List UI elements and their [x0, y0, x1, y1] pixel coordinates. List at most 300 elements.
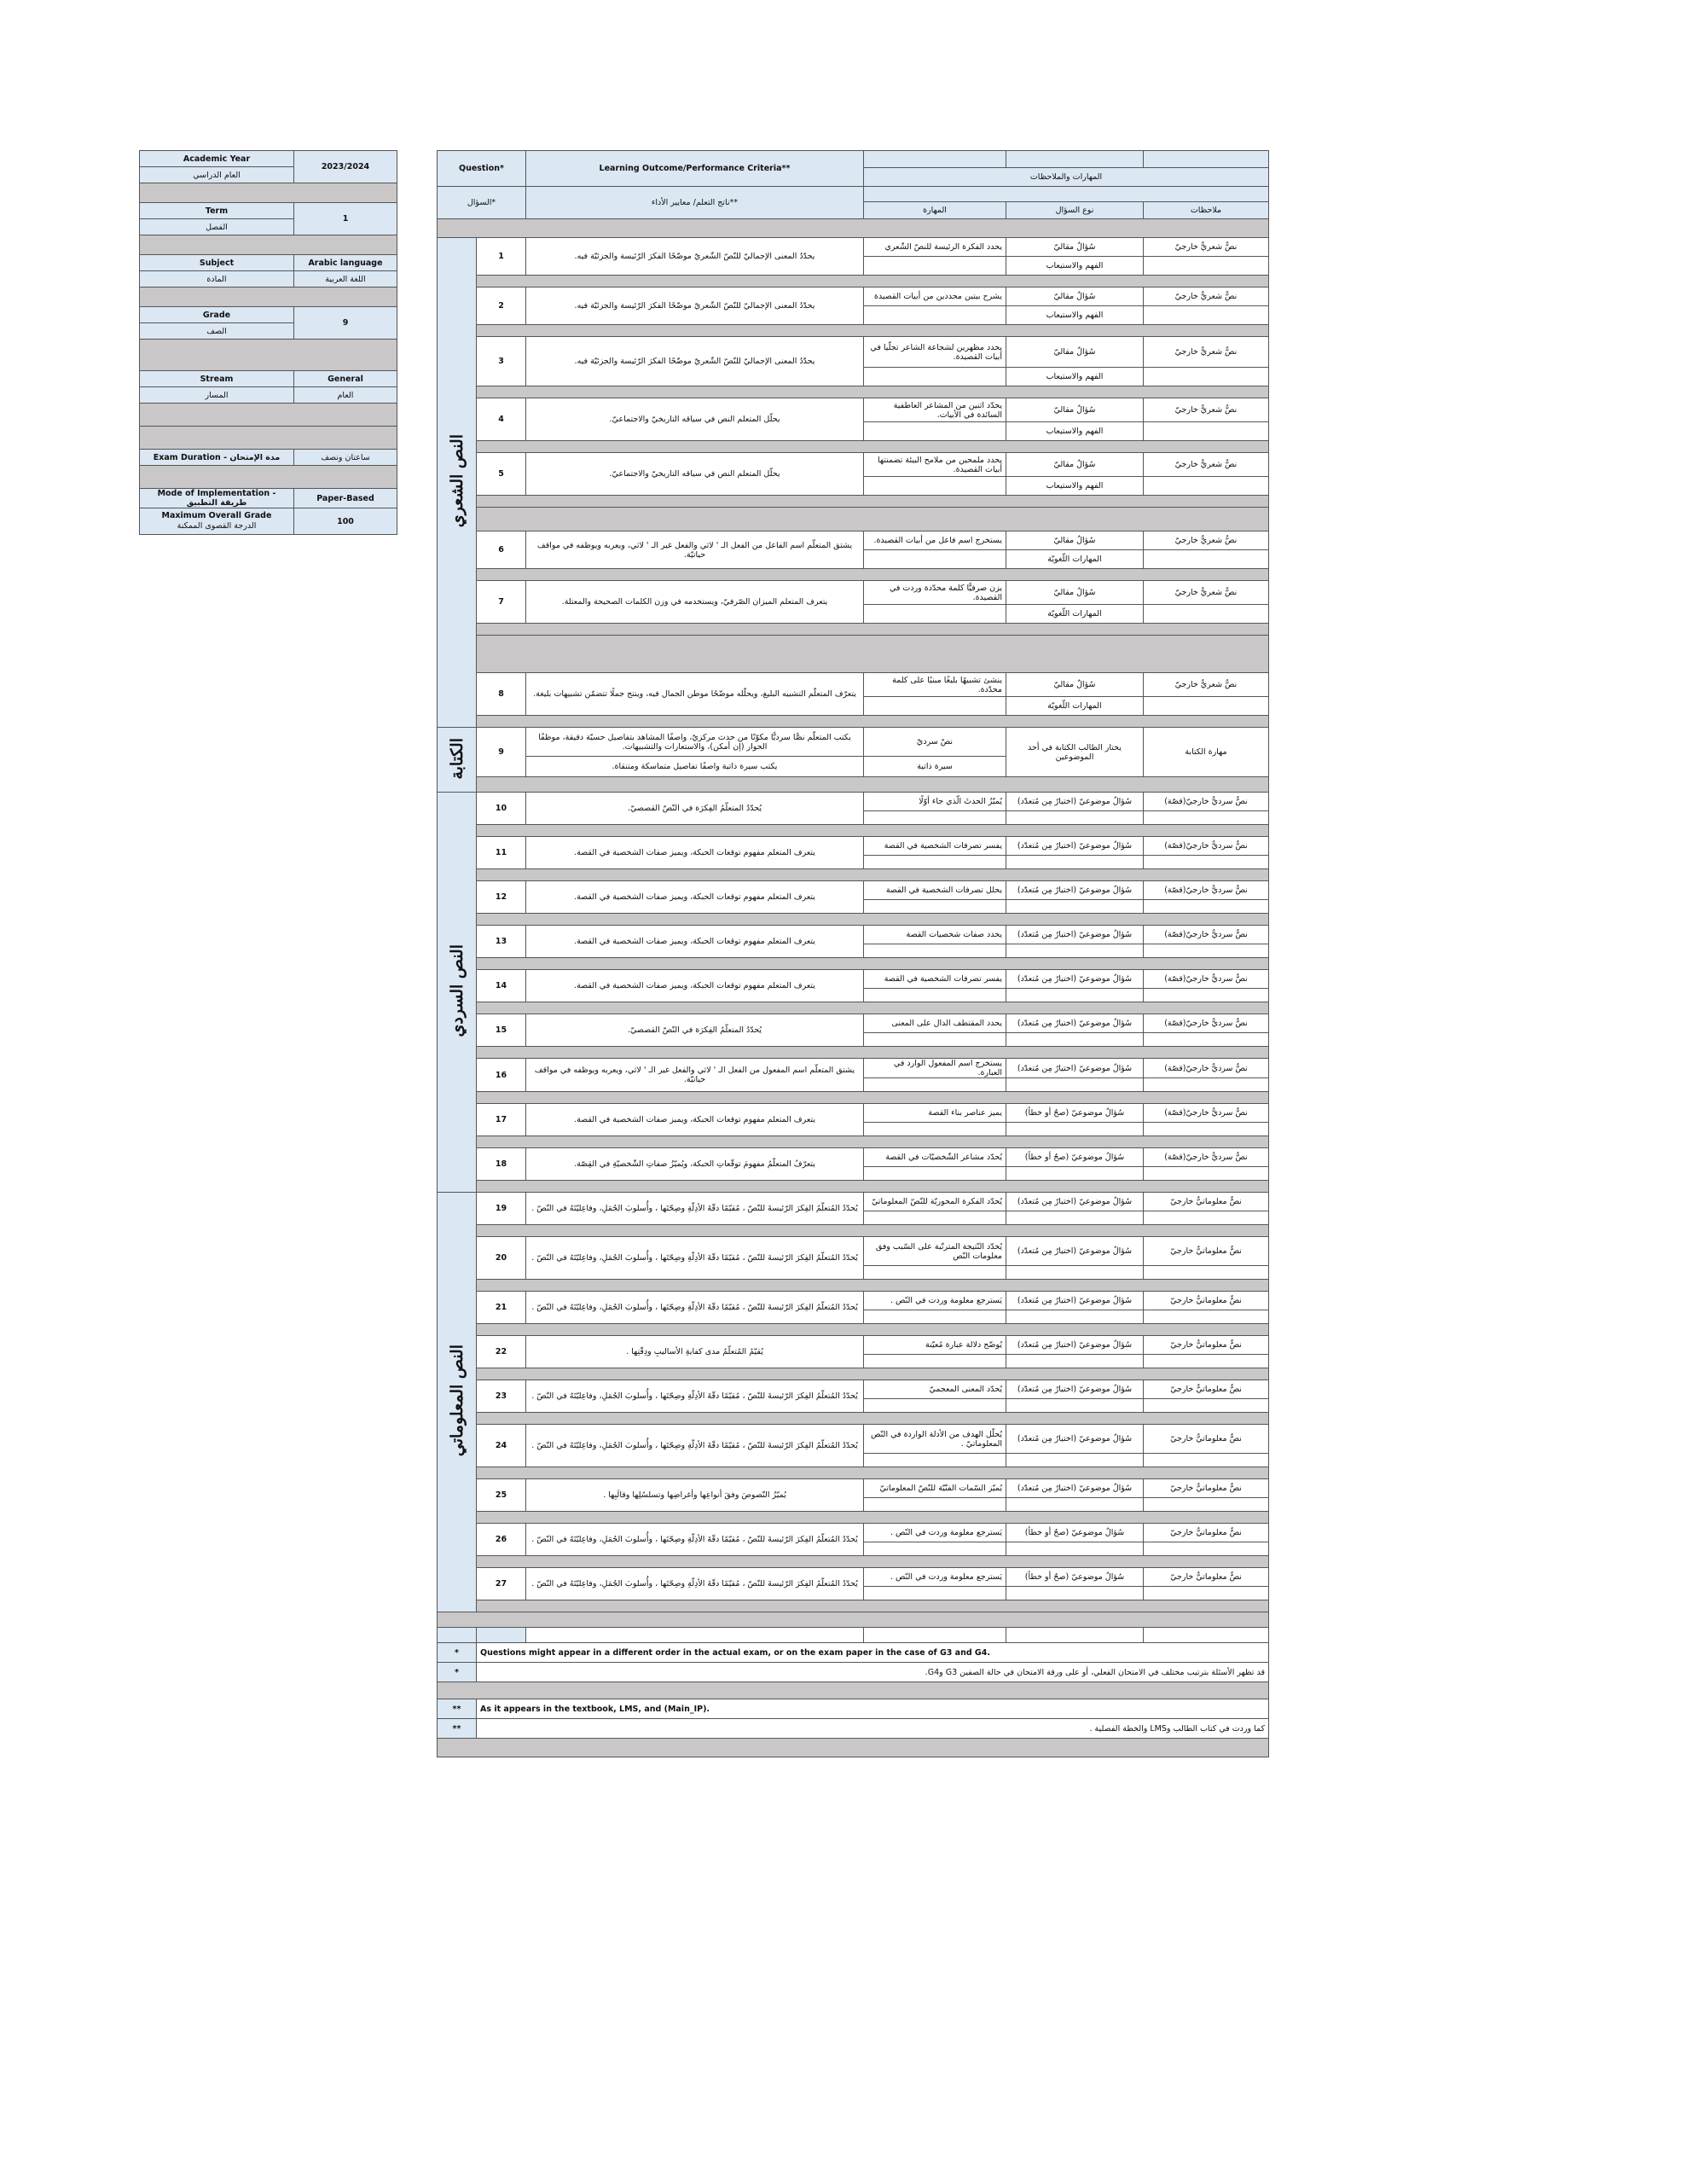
question-type-cell	[1006, 856, 1144, 869]
question-type-cell: الفهم والاستيعاب	[1006, 368, 1144, 386]
term-label-ar: الفصل	[140, 219, 294, 235]
skill-cell: يحدّد اثنين من المشاعر العاطفية السائدة في الأبيات.	[864, 398, 1006, 422]
section-title-cell	[438, 793, 477, 1193]
question-type-cell: سُؤالٌ مقاليّ	[1006, 288, 1144, 306]
question-type-cell	[1006, 1498, 1144, 1512]
learning-outcome: يتعرّف المتعلّم التشبيه البليغ، ويحلّله موضّحًا موطن الجمال فيه، وينتج جملًا تتضمّن تشبيهات بليغة.	[526, 673, 864, 716]
question-number: 7	[477, 581, 526, 624]
learning-outcome: يتعرف المتعلم مفهوم توقعات الحبكة، ويميز صفات الشخصية في القصة.	[526, 1104, 864, 1136]
divider	[140, 288, 397, 307]
notes-cell: نصٌّ سرديٌّ خارجيّ(قصّة)	[1144, 970, 1269, 989]
notes-cell: نصٌّ شعريٌّ خارجيّ	[1144, 288, 1269, 306]
skill-cell-blank	[864, 1355, 1006, 1368]
question-number: 18	[477, 1148, 526, 1181]
skill-cell-blank	[864, 811, 1006, 825]
question-type-cell: سُؤالٌ موضوعيّ (اختيارٌ مِن مُتعدّد)	[1006, 1380, 1144, 1399]
question-number: 11	[477, 837, 526, 869]
question-type-cell: سُؤالٌ موضوعيّ (صحٌ أو خطأ)	[1006, 1524, 1144, 1542]
skill-cell: ينشئ تشبيهًا بليغًا مبنيًا على كلمة محدّدة.	[864, 673, 1006, 697]
notes-cell-blank	[1144, 1587, 1269, 1600]
learning-outcome: يحلّل المتعلم النص في سياقه التاريخيّ والاجتماعيّ.	[526, 453, 864, 496]
learning-outcome: يُحدّدُ المُتعلّمُ الفِكرَ الرّئيسةَ للنّصّ ، مُقيّمًا دقّةَ الأدِلّةِ وصِحّتَها ، وأُسلوبَ الجُمَلِ، وفاعِليّتَهُ في النّصّ .	[526, 1292, 864, 1324]
academic-year-label-ar: العام الدراسي	[140, 167, 294, 183]
question-type-cell: سُؤالٌ موضوعيّ (اختيارٌ مِن مُتعدّد)	[1006, 1193, 1144, 1211]
exam-duration-label: Exam Duration - مدة الإمتحان	[140, 450, 294, 466]
question-type-cell	[1006, 1211, 1144, 1225]
question-type-cell	[1006, 1355, 1144, 1368]
learning-outcome: يُحدّدُ المتعلّمُ الفِكرَة في النّصّ القصصيّ.	[526, 793, 864, 825]
stream-value: General	[294, 371, 397, 387]
learning-outcome: يتعرف المتعلم الميزان الصّرفيّ، ويستخدمه في وزن الكلمات الصحيحة والمعتلة.	[526, 581, 864, 624]
skill-cell-blank	[864, 306, 1006, 325]
learning-outcome: يشتق المتعلّم اسم الفاعل من الفعل الـ ' لاثي والفعل غير الـ ' لاثي، ويعربه ويوظفه في مواقف حياتيّة.	[526, 531, 864, 569]
skill-cell-blank	[864, 1167, 1006, 1181]
question-type-cell: سُؤالٌ موضوعيّ (اختيارٌ مِن مُتعدّد)	[1006, 926, 1144, 944]
question-type-cell: سُؤالٌ موضوعيّ (اختيارٌ مِن مُتعدّد)	[1006, 1425, 1144, 1454]
learning-outcome: يُقيّمُ المُتعلّمُ مدى كفايةِ الأساليبِ ودِقّتِها .	[526, 1336, 864, 1368]
question-header: Question*	[438, 151, 526, 187]
divider	[477, 636, 1269, 673]
skill-cell: يُحدّد الفكرة المحوريّة للنّصّ المعلوماتيّ	[864, 1193, 1006, 1211]
notes-cell: نصٌّ معلوماتيٌّ خارجيّ	[1144, 1479, 1269, 1498]
divider	[477, 1324, 1269, 1336]
learning-outcome-header-ar: ناتج التعلم/ معايير الأداء**	[526, 187, 864, 219]
question-type-cell: يختار الطالب الكتابة في أحد الموضوعين	[1006, 728, 1144, 777]
notes-cell-blank	[1144, 257, 1269, 276]
question-number: 14	[477, 970, 526, 1002]
divider	[140, 404, 397, 427]
skill-cell-blank	[864, 422, 1006, 441]
divider	[477, 276, 1269, 288]
skill-cell-blank	[864, 1399, 1006, 1413]
question-number: 15	[477, 1014, 526, 1047]
notes-cell-blank	[1144, 1078, 1269, 1092]
notes-cell-blank	[1144, 1266, 1269, 1280]
skill-cell-blank	[864, 1310, 1006, 1324]
notes-cell-blank	[1144, 697, 1269, 716]
skill-cell: يَسترجع معلومة وردت في النّص .	[864, 1524, 1006, 1542]
learning-outcome: يحدّدُ المعنى الإجماليّ للنّصّ الشّعريّ موضّحًا الفكرَ الرّئيسة والجزئيّة فيه.	[526, 288, 864, 325]
grade-value: 9	[294, 307, 397, 340]
question-type-cell: المهارات اللّغويّة	[1006, 605, 1144, 624]
notes-cell-blank	[1144, 1167, 1269, 1181]
academic-year-value: 2023/2024	[294, 151, 397, 183]
notes-cell-blank	[1144, 422, 1269, 441]
divider	[140, 183, 397, 203]
notes-cell: نصٌّ سرديٌّ خارجيّ(قصّة)	[1144, 1148, 1269, 1167]
skill-cell: يحدد مظهرين لشجاعة الشاعر تجلّيا في أبيات القصيدة.	[864, 337, 1006, 368]
question-number: 13	[477, 926, 526, 958]
divider	[438, 1612, 1269, 1628]
question-number: 25	[477, 1479, 526, 1512]
question-type-cell: سُؤالٌ موضوعيّ (اختيارٌ مِن مُتعدّد)	[1006, 793, 1144, 811]
divider	[477, 386, 1269, 398]
notes-cell-blank	[1144, 944, 1269, 958]
skill-cell: يميز عناصر بناء القصة	[864, 1104, 1006, 1123]
question-type-cell: سُؤالٌ موضوعيّ (اختيارٌ مِن مُتعدّد)	[1006, 837, 1144, 856]
subject-label: Subject	[140, 255, 294, 271]
mode-label: Mode of Implementation - طريقة التطبيق	[140, 489, 294, 508]
question-type-cell	[1006, 1399, 1144, 1413]
skill-cell: يُوضّح دلالة عبارة مُعيّنة	[864, 1336, 1006, 1355]
skill-cell: يُميّزُ الحدثَ الّذي جاء أوّلًا	[864, 793, 1006, 811]
skills-notes-header: المهارات والملاحظات	[864, 168, 1269, 187]
notes-cell-blank	[1144, 1399, 1269, 1413]
question-type-cell	[1006, 1266, 1144, 1280]
question-number: 12	[477, 881, 526, 914]
learning-outcome: يكتب سيرة ذاتية واصفًا تفاصيل متماسكة ومتنقاة.	[526, 757, 864, 777]
skill-cell: يحلل تصرفات الشخصية في القصة	[864, 881, 1006, 900]
skill-cell: يفسر تصرفات الشخصية في القصة	[864, 837, 1006, 856]
skill-cell: يشرح بيتين محددين من أبيات القصيدة	[864, 288, 1006, 306]
exam-duration-value: ساعتان ونصف	[294, 450, 397, 466]
question-number: 22	[477, 1336, 526, 1368]
divider	[477, 496, 1269, 508]
blank-cell	[526, 1628, 864, 1643]
skill-cell: يحدد المقتطف الدال على المعنى	[864, 1014, 1006, 1033]
skill-cell: يستخرج اسم فاعل من أبيات القصيدة.	[864, 531, 1006, 550]
header-blank	[1144, 151, 1269, 168]
question-type-cell: الفهم والاستيعاب	[1006, 257, 1144, 276]
question-type-cell	[1006, 1123, 1144, 1136]
divider	[477, 624, 1269, 636]
notes-cell: نصٌّ معلوماتيٌّ خارجيّ	[1144, 1568, 1269, 1587]
divider	[438, 1739, 1269, 1757]
skill-cell-blank	[864, 1542, 1006, 1556]
skill-cell-blank	[864, 1078, 1006, 1092]
skill-cell-blank	[864, 605, 1006, 624]
question-number: 1	[477, 238, 526, 276]
divider	[477, 716, 1269, 728]
notes-cell: نصٌّ شعريٌّ خارجيّ	[1144, 337, 1269, 368]
notes-cell-blank	[1144, 811, 1269, 825]
question-type-cell: سُؤالٌ مقاليّ	[1006, 398, 1144, 422]
blank-cell	[438, 1628, 477, 1643]
skill-cell-blank	[864, 477, 1006, 496]
notes-cell: نصٌّ سرديٌّ خارجيّ(قصّة)	[1144, 793, 1269, 811]
question-type-cell: سُؤالٌ موضوعيّ (اختيارٌ مِن مُتعدّد)	[1006, 881, 1144, 900]
divider	[140, 466, 397, 489]
blank-cell	[1006, 1628, 1144, 1643]
stream-value-ar: العام	[294, 387, 397, 404]
question-type-cell	[1006, 900, 1144, 914]
subject-value-ar: اللغة العربية	[294, 271, 397, 288]
learning-outcome: يُحدّدُ المُتعلّمُ الفِكرَ الرّئيسةَ للنّصّ ، مُقيّمًا دقّةَ الأدِلّةِ وصِحّتَها ، وأُسلوبَ الجُمَلِ، وفاعِليّتَهُ في النّصّ .	[526, 1425, 864, 1467]
skill-header: المهارة	[864, 202, 1006, 219]
skill-cell-blank	[864, 856, 1006, 869]
learning-outcome: يشتق المتعلّم اسم المفعول من الفعل الـ ' لاثي والفعل غير الـ ' لاثي، ويعربه ويوظفه في مواقف حياتيّة.	[526, 1059, 864, 1092]
section-title-cell	[438, 1193, 477, 1612]
notes-cell-blank	[1144, 1542, 1269, 1556]
question-type-cell	[1006, 1454, 1144, 1467]
question-type-cell: سُؤالٌ موضوعيّ (اختيارٌ مِن مُتعدّد)	[1006, 1014, 1144, 1033]
skill-cell-blank	[864, 1123, 1006, 1136]
notes-cell: نصٌّ سرديٌّ خارجيّ(قصّة)	[1144, 881, 1269, 900]
skill-cell: يُميّز السّمات الفنّيّة للنّصّ المعلوماتيّ	[864, 1479, 1006, 1498]
skill-cell-blank	[864, 1454, 1006, 1467]
learning-outcome: يتعرّفُ المتعلّمُ مفهومَ توقّعاتِ الحبكة، ويُميّزُ صفاتِ الشّخصيّةِ في القِصّة.	[526, 1148, 864, 1181]
notes-cell-blank	[1144, 1123, 1269, 1136]
learning-outcome: يُحدّدُ المُتعلّمُ الفِكرَ الرّئيسةَ للنّصّ ، مُقيّمًا دقّةَ الأدِلّةِ وصِحّتَها ، وأُسلوبَ الجُمَلِ، وفاعِليّتَهُ في النّصّ .	[526, 1193, 864, 1225]
divider	[477, 1225, 1269, 1237]
notes-cell: نصٌّ معلوماتيٌّ خارجيّ	[1144, 1380, 1269, 1399]
notes-cell: نصٌّ شعريٌّ خارجيّ	[1144, 238, 1269, 257]
notes-cell: نصٌّ معلوماتيٌّ خارجيّ	[1144, 1524, 1269, 1542]
skill-cell: نصّ سرديّ	[864, 728, 1006, 757]
divider	[477, 508, 1269, 531]
mode-value: Paper-Based	[294, 489, 397, 508]
grade-label-ar: الصف	[140, 323, 294, 340]
divider	[477, 1181, 1269, 1193]
skill-cell-blank	[864, 697, 1006, 716]
question-type-cell: سُؤالٌ موضوعيّ (صحٌ أو خطأ)	[1006, 1104, 1144, 1123]
notes-cell-blank	[1144, 856, 1269, 869]
term-value: 1	[294, 203, 397, 235]
question-type-cell	[1006, 1587, 1144, 1600]
divider	[140, 427, 397, 450]
notes-cell-blank	[1144, 1454, 1269, 1467]
learning-outcome: يُحدّدُ المُتعلّمُ الفِكرَ الرّئيسةَ للنّصّ ، مُقيّمًا دقّةَ الأدِلّةِ وصِحّتَها ، وأُسلوبَ الجُمَلِ، وفاعِليّتَهُ في النّصّ .	[526, 1524, 864, 1556]
question-type-cell: سُؤالٌ مقاليّ	[1006, 581, 1144, 605]
skill-cell-blank	[864, 368, 1006, 386]
divider	[477, 1413, 1269, 1425]
question-number: 10	[477, 793, 526, 825]
notes-cell: نصٌّ سرديٌّ خارجيّ(قصّة)	[1144, 1059, 1269, 1078]
question-type-cell: سُؤالٌ مقاليّ	[1006, 453, 1144, 477]
learning-outcome: يكتب المتعلّم نصًّا سرديًّا مكوّنًا من حدث مركزيّ، واصفًا المشاهد بتفاصيل حسيّة دقيقة، موظفًا الحوار (إن أمكن)، والاستعارات والتشبيهات.	[526, 728, 864, 757]
divider	[438, 219, 1269, 238]
learning-outcome: يُحدّدُ المُتعلّمُ الفِكرَ الرّئيسةَ للنّصّ ، مُقيّمًا دقّةَ الأدِلّةِ وصِحّتَها ، وأُسلوبَ الجُمَلِ، وفاعِليّتَهُ في النّصّ .	[526, 1568, 864, 1600]
learning-outcome: يتعرف المتعلم مفهوم توقعات الحبكة، ويميز صفات الشخصية في القصة.	[526, 926, 864, 958]
divider	[140, 340, 397, 371]
learning-outcome: يُحدّدُ المتعلّمُ الفِكرَة في النّصّ القصصيّ.	[526, 1014, 864, 1047]
notes-cell: نصٌّ شعريٌّ خارجيّ	[1144, 398, 1269, 422]
skill-cell-blank	[864, 1498, 1006, 1512]
skill-cell: سيرة ذاتية	[864, 757, 1006, 777]
learning-outcome: يُحدّدُ المُتعلّمُ الفِكرَ الرّئيسةَ للنّصّ ، مُقيّمًا دقّةَ الأدِلّةِ وصِحّتَها ، وأُسلوبَ الجُمَلِ، وفاعِليّتَهُ في النّصّ .	[526, 1380, 864, 1413]
skill-cell-blank	[864, 944, 1006, 958]
skill-cell: يَسترجع معلومة وردت في النّص .	[864, 1292, 1006, 1310]
question-number: 21	[477, 1292, 526, 1324]
divider	[477, 914, 1269, 926]
footnote-mark: *	[438, 1663, 477, 1682]
section-title-cell	[438, 728, 477, 793]
header-blank	[864, 187, 1269, 202]
learning-outcome: يتعرف المتعلم مفهوم توقعات الحبكة، ويميز صفات الشخصية في القصة.	[526, 837, 864, 869]
question-type-cell: سُؤالٌ موضوعيّ (صحٌ أو خطأ)	[1006, 1148, 1144, 1167]
learning-outcome: يتعرف المتعلم مفهوم توقعات الحبكة، ويميز صفات الشخصية في القصة.	[526, 881, 864, 914]
divider	[477, 1280, 1269, 1292]
notes-cell-blank	[1144, 1310, 1269, 1324]
notes-cell-blank	[1144, 368, 1269, 386]
divider	[477, 1368, 1269, 1380]
academic-year-label: Academic Year	[140, 151, 294, 167]
footnote-mark: **	[438, 1719, 477, 1739]
notes-cell-blank	[1144, 989, 1269, 1002]
max-grade-label-ar: الدرجة القصوى الممكنة	[177, 521, 257, 531]
question-type-cell: سُؤالٌ مقاليّ	[1006, 337, 1144, 368]
notes-cell: نصٌّ شعريٌّ خارجيّ	[1144, 453, 1269, 477]
skill-cell: يَسترجع معلومة وردت في النّص .	[864, 1568, 1006, 1587]
divider	[477, 1556, 1269, 1568]
divider	[438, 1682, 1269, 1699]
max-grade-label	[140, 508, 294, 535]
question-number: 26	[477, 1524, 526, 1556]
footnote-text: As it appears in the textbook, LMS, and (Main_IP).	[477, 1699, 1269, 1719]
max-grade-value: 100	[294, 508, 397, 535]
divider	[477, 777, 1269, 793]
stream-label-ar: المسار	[140, 387, 294, 404]
question-number: 24	[477, 1425, 526, 1467]
question-type-cell: سُؤالٌ مقاليّ	[1006, 238, 1144, 257]
divider	[477, 869, 1269, 881]
notes-cell-blank	[1144, 1033, 1269, 1047]
question-type-cell: الفهم والاستيعاب	[1006, 422, 1144, 441]
blank-cell	[1144, 1628, 1269, 1643]
question-type-cell: سُؤالٌ موضوعيّ (اختيارٌ مِن مُتعدّد)	[1006, 1336, 1144, 1355]
notes-cell: نصٌّ سرديٌّ خارجيّ(قصّة)	[1144, 837, 1269, 856]
footnote-mark: **	[438, 1699, 477, 1719]
question-type-cell	[1006, 1542, 1144, 1556]
question-type-cell: سُؤالٌ مقاليّ	[1006, 531, 1144, 550]
exam-info-panel	[139, 150, 397, 535]
header-blank	[1006, 151, 1144, 168]
learning-outcome: يحدّدُ المعنى الإجماليّ للنّصّ الشّعريّ موضّحًا الفكرَ الرّئيسة والجزئيّة فيه.	[526, 238, 864, 276]
question-number: 19	[477, 1193, 526, 1225]
footnote-text: Questions might appear in a different order in the actual exam, or on the exam paper in the case of G3 and G4.	[477, 1643, 1269, 1663]
divider	[477, 1467, 1269, 1479]
section-title: الكتابة	[447, 737, 467, 780]
question-number: 2	[477, 288, 526, 325]
divider	[477, 569, 1269, 581]
learning-outcome-header: Learning Outcome/Performance Criteria**	[526, 151, 864, 187]
footnote-text: قد تظهر الأسئلة بترتيب مختلف في الامتحان الفعلي، أو على ورقة الامتحان في حالة الصفين G3 وG4.	[477, 1663, 1269, 1682]
question-number: 9	[477, 728, 526, 777]
question-type-cell: سُؤالٌ موضوعيّ (اختيارٌ مِن مُتعدّد)	[1006, 1292, 1144, 1310]
notes-cell: نصٌّ معلوماتيٌّ خارجيّ	[1144, 1336, 1269, 1355]
question-type-cell	[1006, 1033, 1144, 1047]
skill-cell: يُحدّد مشاعر الشّخصيّات في القصة	[864, 1148, 1006, 1167]
skill-cell-blank	[864, 257, 1006, 276]
divider	[477, 441, 1269, 453]
notes-cell: نصٌّ شعريٌّ خارجيّ	[1144, 531, 1269, 550]
notes-cell: نصٌّ سرديٌّ خارجيّ(قصّة)	[1144, 1104, 1269, 1123]
learning-outcome: يتعرف المتعلم مفهوم توقعات الحبكة، ويميز صفات الشخصية في القصة.	[526, 970, 864, 1002]
blank-cell	[864, 1628, 1006, 1643]
divider	[477, 958, 1269, 970]
exam-specification-table	[437, 150, 1269, 1757]
term-label: Term	[140, 203, 294, 219]
learning-outcome: يُحدّدُ المُتعلّمُ الفِكرَ الرّئيسةَ للنّصّ ، مُقيّمًا دقّةَ الأدِلّةِ وصِحّتَها ، وأُسلوبَ الجُمَلِ، وفاعِليّتَهُ في النّصّ .	[526, 1237, 864, 1280]
question-type-cell	[1006, 811, 1144, 825]
question-type-cell: سُؤالٌ موضوعيّ (اختيارٌ مِن مُتعدّد)	[1006, 1237, 1144, 1266]
skill-cell: يزن صرفيًّا كلمة محدّدة وردت في القصيدة.	[864, 581, 1006, 605]
skill-cell: يحدد صفات شخصيات القصة	[864, 926, 1006, 944]
skill-cell: يحدد ملمحين من ملامح البيئة تضمنتها أبيات القصيدة.	[864, 453, 1006, 477]
learning-outcome: يُميّزُ النّصوصَ وفقَ أنواعِها وأغراضِها وتسلسُلِها وقالَبِها .	[526, 1479, 864, 1512]
footnote-text: كما وردت في كتاب الطالب وLMS والخطة الفصلية .	[477, 1719, 1269, 1739]
section-title: النص الشعري	[447, 434, 467, 528]
question-type-cell: سُؤالٌ موضوعيّ (صحٌ أو خطأ)	[1006, 1568, 1144, 1587]
skill-cell-blank	[864, 1587, 1006, 1600]
question-header-ar: السؤال*	[438, 187, 526, 219]
notes-cell: نصٌّ سرديٌّ خارجيّ(قصّة)	[1144, 1014, 1269, 1033]
notes-cell: نصٌّ معلوماتيٌّ خارجيّ	[1144, 1425, 1269, 1454]
notes-cell-blank	[1144, 900, 1269, 914]
divider	[477, 1002, 1269, 1014]
question-number: 5	[477, 453, 526, 496]
skill-cell: يستخرج اسم المفعول الوارد في العبارة.	[864, 1059, 1006, 1078]
subject-label-ar: المادة	[140, 271, 294, 288]
notes-cell: مهارة الكتابة	[1144, 728, 1269, 777]
learning-outcome: يحلّل المتعلم النص في سياقه التاريخيّ والاجتماعيّ.	[526, 398, 864, 441]
divider	[477, 825, 1269, 837]
skill-cell-blank	[864, 1266, 1006, 1280]
divider	[477, 1136, 1269, 1148]
notes-cell-blank	[1144, 605, 1269, 624]
skill-cell-blank	[864, 1211, 1006, 1225]
question-type-cell	[1006, 1167, 1144, 1181]
notes-cell: نصٌّ معلوماتيٌّ خارجيّ	[1144, 1237, 1269, 1266]
question-type-cell: سُؤالٌ موضوعيّ (اختيارٌ مِن مُتعدّد)	[1006, 1059, 1144, 1078]
blank-cell	[477, 1628, 526, 1643]
question-type-cell: المهارات اللّغويّة	[1006, 550, 1144, 569]
section-title: النص المعلوماتي	[447, 1345, 467, 1457]
notes-cell: نصٌّ شعريٌّ خارجيّ	[1144, 673, 1269, 697]
divider	[477, 1600, 1269, 1612]
question-number: 20	[477, 1237, 526, 1280]
subject-value: Arabic language	[294, 255, 397, 271]
header-blank	[864, 151, 1006, 168]
skill-cell: يُحلّل الهدف من الأدلة الواردة في النّص المعلوماتيّ .	[864, 1425, 1006, 1454]
notes-cell-blank	[1144, 1355, 1269, 1368]
question-type-cell: سُؤالٌ موضوعيّ (اختيارٌ مِن مُتعدّد)	[1006, 1479, 1144, 1498]
max-grade-label-en: Maximum Overall Grade	[161, 511, 272, 520]
skill-cell: يفسر تصرفات الشخصية في القصة	[864, 970, 1006, 989]
question-number: 4	[477, 398, 526, 441]
section-title: النص السردي	[447, 944, 467, 1037]
skill-cell: يُحدّد النّتيجة المترتّبة على السّبب وفق معلومات النّص	[864, 1237, 1006, 1266]
section-title-cell	[438, 238, 477, 728]
skill-cell-blank	[864, 1033, 1006, 1047]
divider	[477, 1092, 1269, 1104]
notes-cell-blank	[1144, 1498, 1269, 1512]
skill-cell: يحدد الفكرة الرئيسة للنصّ الشّعري	[864, 238, 1006, 257]
skill-cell-blank	[864, 989, 1006, 1002]
skill-cell: يُحدّد المعنى المعجميّ	[864, 1380, 1006, 1399]
question-type-cell	[1006, 1310, 1144, 1324]
notes-cell-blank	[1144, 550, 1269, 569]
footnote-mark: *	[438, 1643, 477, 1663]
question-number: 23	[477, 1380, 526, 1413]
divider	[477, 325, 1269, 337]
learning-outcome: يحدّدُ المعنى الإجماليّ للنّصّ الشّعريّ موضّحًا الفكرَ الرّئيسة والجزئيّة فيه.	[526, 337, 864, 386]
question-number: 3	[477, 337, 526, 386]
notes-cell: نصٌّ معلوماتيٌّ خارجيّ	[1144, 1292, 1269, 1310]
question-number: 6	[477, 531, 526, 569]
notes-cell-blank	[1144, 306, 1269, 325]
skill-cell-blank	[864, 900, 1006, 914]
question-number: 17	[477, 1104, 526, 1136]
notes-cell: نصٌّ معلوماتيٌّ خارجيّ	[1144, 1193, 1269, 1211]
question-number: 16	[477, 1059, 526, 1092]
question-number: 8	[477, 673, 526, 716]
divider	[477, 1512, 1269, 1524]
question-type-header: نوع السؤال	[1006, 202, 1144, 219]
notes-cell: نصٌّ شعريٌّ خارجيّ	[1144, 581, 1269, 605]
question-number: 27	[477, 1568, 526, 1600]
skill-cell-blank	[864, 550, 1006, 569]
